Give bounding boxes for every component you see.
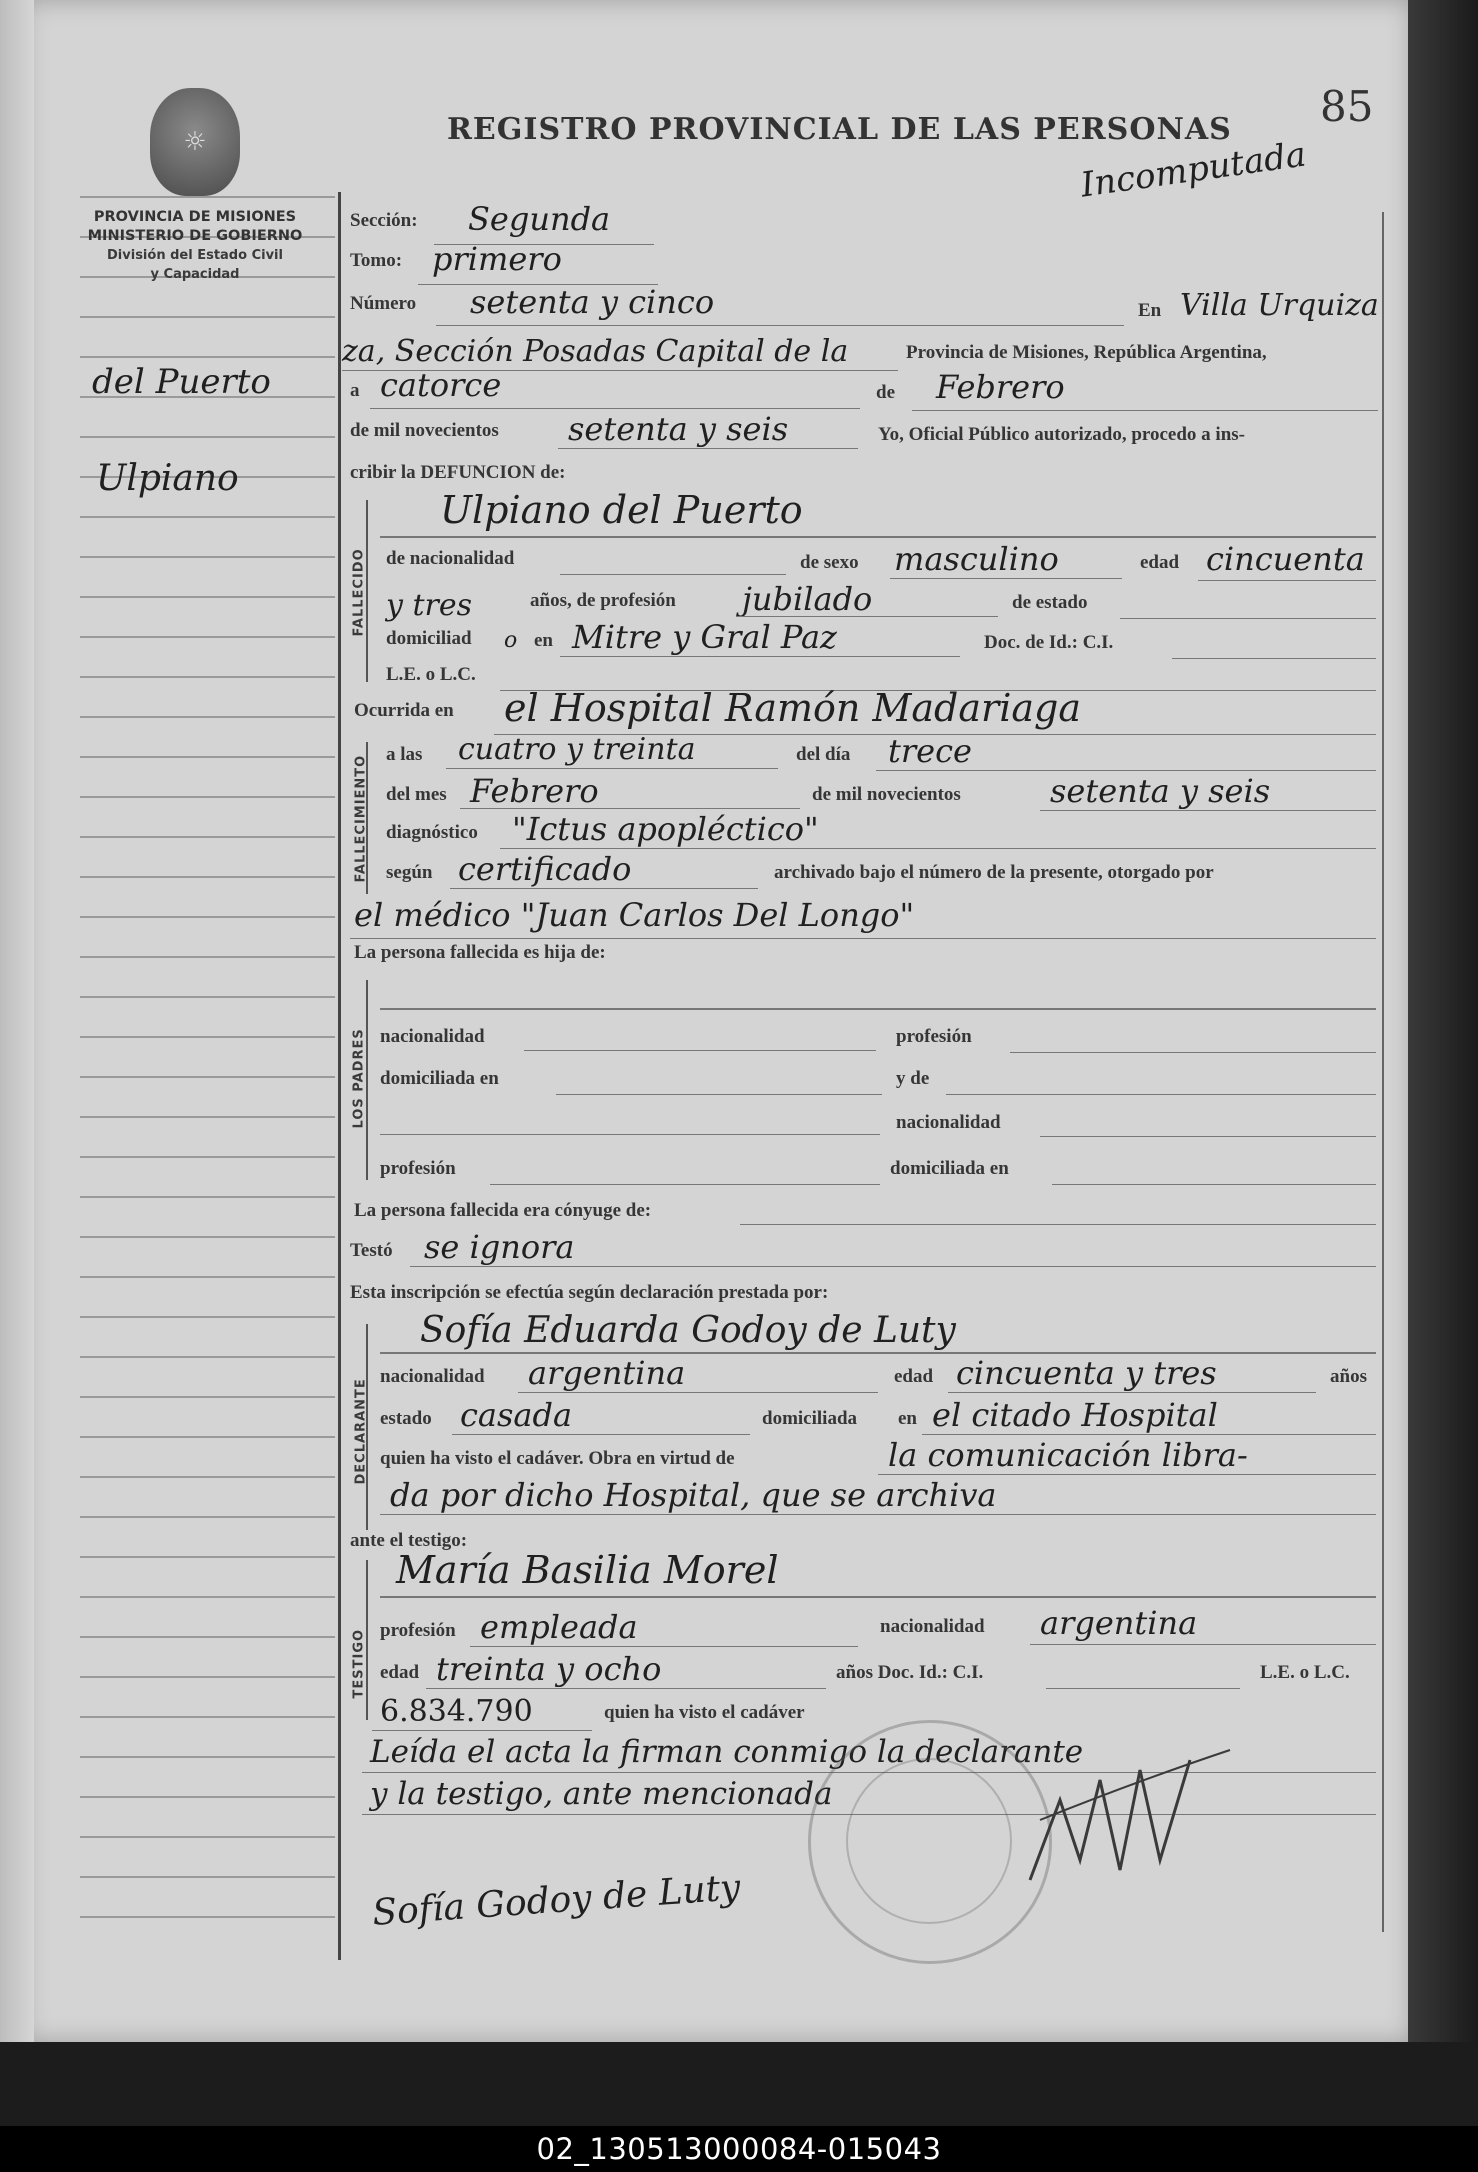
margin-rule bbox=[80, 756, 335, 758]
margin-rule bbox=[80, 676, 335, 678]
fallecido-domicilio-label: domiciliad bbox=[386, 628, 472, 649]
margin-rule bbox=[80, 1596, 335, 1598]
fallecido-anios-label: años, de profesión bbox=[530, 590, 676, 611]
scan-bottom-band bbox=[0, 2042, 1478, 2126]
fallecido-edad-value: cincuenta bbox=[1206, 540, 1365, 578]
margin-rule bbox=[80, 1036, 335, 1038]
agency-block bbox=[70, 208, 320, 284]
margin-given-name: Ulpiano bbox=[96, 458, 239, 499]
declarante-virtud-value: la comunicación libra- bbox=[888, 1436, 1248, 1474]
agency-line1: PROVINCIA DE MISIONES bbox=[93, 209, 297, 225]
testigo-profesion-value: empleada bbox=[480, 1608, 638, 1646]
margin-rule bbox=[80, 1916, 335, 1918]
place-continuation: za, Sección Posadas Capital de la bbox=[342, 334, 849, 369]
inscripcion-label: Esta inscripción se efectúa según declaración prestada por: bbox=[350, 1282, 829, 1303]
margin-rule bbox=[80, 1116, 335, 1118]
padres-domiciliada-label: domiciliada en bbox=[380, 1068, 499, 1089]
margin-rule bbox=[80, 1316, 335, 1318]
margin-rule bbox=[80, 1516, 335, 1518]
anio-label: de mil novecientos bbox=[812, 784, 961, 805]
declarante-estado-label: estado bbox=[380, 1408, 432, 1429]
margin-rule bbox=[80, 876, 335, 878]
declarante-estado-value: casada bbox=[460, 1396, 573, 1434]
fallecido-domicilio-value: Mitre y Gral Paz bbox=[572, 618, 837, 656]
fallecido-nombre: Ulpiano del Puerto bbox=[440, 488, 803, 532]
numero-value: setenta y cinco bbox=[470, 283, 715, 321]
segun-label: según bbox=[386, 862, 433, 883]
folio-number: 85 bbox=[1320, 82, 1374, 131]
declarante-en-label: en bbox=[898, 1408, 917, 1429]
margin-rule bbox=[80, 1356, 335, 1358]
medico-value: el médico "Juan Carlos Del Longo" bbox=[354, 896, 915, 934]
section-padres: LOS PADRES bbox=[351, 1028, 367, 1129]
declarante-nombre: Sofía Eduarda Godoy de Luty bbox=[420, 1310, 956, 1351]
provincia-label: Provincia de Misiones, República Argentina, bbox=[906, 342, 1267, 363]
testo-value: se ignora bbox=[424, 1228, 575, 1266]
margin-rule bbox=[80, 916, 335, 918]
testigo-edad-value: treinta y ocho bbox=[436, 1650, 662, 1688]
declarante-anios-label: años bbox=[1330, 1366, 1367, 1387]
padres-domiciliada2-label: domiciliada en bbox=[890, 1158, 1009, 1179]
testigo-anios-label: años Doc. Id.: C.I. bbox=[836, 1662, 984, 1683]
fallecido-en-label: en bbox=[534, 630, 553, 651]
padres-y-de-label: y de bbox=[896, 1068, 930, 1089]
fallecido-edad-label: edad bbox=[1140, 552, 1180, 573]
testigo-edad-label: edad bbox=[380, 1662, 420, 1683]
fallecido-sexo-value: masculino bbox=[894, 540, 1059, 578]
declarante-edad-label: edad bbox=[894, 1366, 934, 1387]
margin-rule bbox=[80, 956, 335, 958]
declarante-virtud-cont: da por dicho Hospital, que se archiva bbox=[390, 1476, 997, 1514]
margin-rule bbox=[80, 796, 335, 798]
official-signature-mark bbox=[1020, 1740, 1240, 1890]
closing-line-2: y la testigo, ante mencionada bbox=[370, 1776, 833, 1812]
declarante-domicilio-value: el citado Hospital bbox=[932, 1396, 1218, 1434]
fallecido-profesion-value: jubilado bbox=[742, 580, 873, 618]
padres-profesion-label: profesión bbox=[896, 1026, 972, 1047]
en-value: Villa Urquiza bbox=[1180, 288, 1379, 323]
official-stamp-inner bbox=[846, 1758, 1012, 1924]
fallecido-edad-cont: y tres bbox=[386, 588, 473, 623]
declarante-visto-label: quien ha visto el cadáver. Obra en virtud de bbox=[380, 1448, 735, 1469]
margin-rule bbox=[80, 716, 335, 718]
hora-value: cuatro y treinta bbox=[458, 732, 696, 767]
margin-rule bbox=[80, 196, 335, 198]
padres-profesion2-label: profesión bbox=[380, 1158, 456, 1179]
agency-line3: División del Estado Civil bbox=[107, 248, 283, 263]
testigo-label: ante el testigo: bbox=[350, 1530, 468, 1551]
a-label: a bbox=[350, 380, 360, 401]
hija-label: La persona fallecida es hija de: bbox=[354, 942, 606, 963]
ocurrida-label: Ocurrida en bbox=[354, 700, 454, 721]
margin-rule bbox=[80, 1156, 335, 1158]
fallecido-le-label: L.E. o L.C. bbox=[386, 664, 476, 685]
mes-value: Febrero bbox=[470, 772, 599, 810]
testigo-visto-label: quien ha visto el cadáver bbox=[604, 1702, 805, 1723]
margin-rule bbox=[80, 356, 335, 358]
margin-rule bbox=[80, 1236, 335, 1238]
diagnostico-value: "Ictus apopléctico" bbox=[512, 810, 819, 848]
agency-line4: y Capacidad bbox=[150, 267, 240, 282]
testigo-nombre: María Basilia Morel bbox=[396, 1548, 779, 1592]
fallecido-estado-label: de estado bbox=[1012, 592, 1088, 613]
mes-registro-value: Febrero bbox=[936, 368, 1065, 406]
margin-rule bbox=[80, 1396, 335, 1398]
hora-label: a las bbox=[386, 744, 423, 765]
margin-rule bbox=[80, 1876, 335, 1878]
segun-value: certificado bbox=[458, 850, 632, 888]
section-fallecido: FALLECIDO bbox=[351, 548, 367, 637]
testigo-nacionalidad-label: nacionalidad bbox=[880, 1616, 985, 1637]
page-shadow bbox=[1408, 0, 1478, 2042]
margin-rule bbox=[80, 1436, 335, 1438]
annotation-handwritten: Incomputada bbox=[1078, 134, 1309, 206]
margin-rule bbox=[80, 1756, 335, 1758]
dia-value: trece bbox=[888, 732, 972, 770]
declarante-nacionalidad-label: nacionalidad bbox=[380, 1366, 485, 1387]
testigo-doc-value: 6.834.790 bbox=[380, 1694, 533, 1729]
margin-rule bbox=[80, 1556, 335, 1558]
declarante-nacionalidad-value: argentina bbox=[528, 1354, 686, 1392]
section-testigo: TESTIGO bbox=[351, 1628, 367, 1699]
margin-rule bbox=[80, 1836, 335, 1838]
margin-rule bbox=[80, 836, 335, 838]
margin-rule bbox=[80, 1276, 335, 1278]
coat-of-arms-icon: ☼ bbox=[150, 88, 240, 196]
archivado-label: archivado bajo el número de la presente, otorgado por bbox=[774, 862, 1214, 883]
margin-rule bbox=[80, 1476, 335, 1478]
margin-rule bbox=[80, 1196, 335, 1198]
margin-rule bbox=[80, 1796, 335, 1798]
ocurrida-value: el Hospital Ramón Madariaga bbox=[504, 686, 1081, 730]
numero-label: Número bbox=[350, 293, 417, 314]
anio-registro-label: de mil novecientos bbox=[350, 420, 499, 441]
tomo-value: primero bbox=[432, 240, 562, 278]
margin-rule bbox=[80, 636, 335, 638]
dia-registro-value: catorce bbox=[380, 366, 502, 404]
margin-surname: del Puerto bbox=[92, 362, 271, 402]
padres-nacionalidad2-label: nacionalidad bbox=[896, 1112, 1001, 1133]
declarante-edad-value: cincuenta y tres bbox=[956, 1354, 1217, 1392]
anio-registro-value: setenta y seis bbox=[568, 410, 789, 448]
oficial-label: Yo, Oficial Público autorizado, procedo a ins- bbox=[878, 424, 1245, 445]
section-declarante: DECLARANTE bbox=[353, 1378, 369, 1485]
en-label: En bbox=[1138, 300, 1162, 321]
anio-value: setenta y seis bbox=[1050, 772, 1271, 810]
testigo-nacionalidad-value: argentina bbox=[1040, 1604, 1198, 1642]
margin-rule bbox=[80, 556, 335, 558]
diagnostico-label: diagnóstico bbox=[386, 822, 478, 843]
testo-label: Testó bbox=[350, 1240, 393, 1261]
margin-rule bbox=[80, 436, 335, 438]
testigo-le-label: L.E. o L.C. bbox=[1260, 1662, 1350, 1683]
fallecido-nacionalidad-label: de nacionalidad bbox=[386, 548, 515, 569]
seccion-label: Sección: bbox=[350, 210, 418, 231]
margin-rule bbox=[80, 316, 335, 318]
margin-rule bbox=[80, 996, 335, 998]
column-divider bbox=[338, 192, 341, 1960]
tomo-label: Tomo: bbox=[350, 250, 403, 271]
margin-rule bbox=[80, 1716, 335, 1718]
fallecido-sexo-label: de sexo bbox=[800, 552, 859, 573]
scan-caption: 02_130513000084-015043 bbox=[0, 2126, 1478, 2172]
fallecido-doc-label: Doc. de Id.: C.I. bbox=[984, 632, 1114, 653]
declarante-domiciliada-label: domiciliada bbox=[762, 1408, 858, 1429]
left-page-edge bbox=[0, 0, 34, 2042]
testigo-profesion-label: profesión bbox=[380, 1620, 456, 1641]
page-title: REGISTRO PROVINCIAL DE LAS PERSONAS bbox=[447, 112, 1232, 147]
mes-label: del mes bbox=[386, 784, 447, 805]
margin-rule bbox=[80, 596, 335, 598]
margin-rule bbox=[80, 1676, 335, 1678]
closing-line-1: Leída el acta la firman conmigo la declarante bbox=[370, 1734, 1084, 1770]
de-label: de bbox=[876, 382, 895, 403]
agency-line2: MINISTERIO DE GOBIERNO bbox=[87, 228, 303, 244]
fallecido-domicilio-o: o bbox=[504, 628, 518, 653]
padres-nacionalidad-label: nacionalidad bbox=[380, 1026, 485, 1047]
declarante-signature: Sofía Godoy de Luty bbox=[371, 1867, 742, 1934]
margin-rule bbox=[80, 1076, 335, 1078]
cribir-label: cribir la DEFUNCION de: bbox=[350, 462, 566, 483]
margin-rule bbox=[80, 516, 335, 518]
dia-label: del día bbox=[796, 744, 851, 765]
section-fallecimiento: FALLECIMIENTO bbox=[353, 754, 369, 883]
right-border bbox=[1382, 212, 1384, 1932]
seccion-value: Segunda bbox=[468, 200, 611, 238]
margin-rule bbox=[80, 1636, 335, 1638]
conyuge-label: La persona fallecida era cónyuge de: bbox=[354, 1200, 652, 1221]
